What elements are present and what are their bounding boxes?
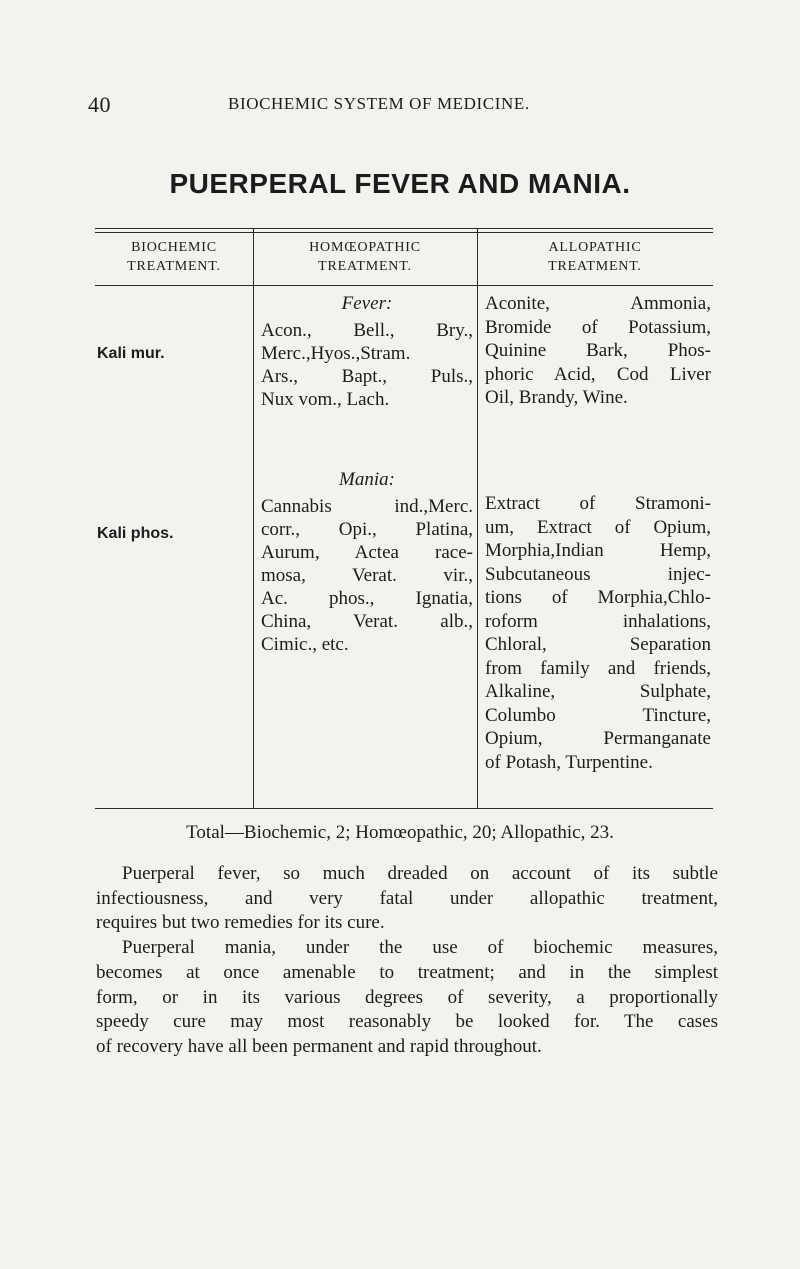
text-line: of recovery have all been permanent and rapid throughout. bbox=[96, 1035, 542, 1057]
running-title: BIOCHEMIC SYSTEM OF MEDICINE. bbox=[228, 94, 530, 113]
header-rule bbox=[95, 285, 253, 286]
column-header-line: ALLOPATHIC bbox=[548, 240, 642, 255]
homeopathic-line: Merc.,Hyos.,Stram. bbox=[261, 343, 411, 364]
column-divider bbox=[253, 228, 254, 808]
allopathic-line: Opium, Permanganate bbox=[485, 728, 711, 749]
paragraph bbox=[96, 936, 718, 1060]
section-title: PUERPERAL FEVER AND MANIA. bbox=[169, 168, 631, 199]
allopathic-line: Quinine Bark, Phos- bbox=[485, 340, 711, 361]
column-header-homeopathic bbox=[253, 238, 477, 276]
column-header-line: HOMŒOPATHIC bbox=[309, 240, 421, 255]
allopathic-line: um, Extract of Opium, bbox=[485, 516, 711, 538]
table-top-rule-double bbox=[95, 232, 713, 233]
biochemic-remedy: Kali mur. bbox=[97, 345, 165, 362]
homeopathic-cell-fever bbox=[261, 292, 473, 411]
biochemic-remedy: Kali phos. bbox=[97, 525, 174, 542]
column-header-allopathic bbox=[477, 238, 713, 276]
allopathic-line: Columbo Tincture, bbox=[485, 704, 711, 726]
allopathic-line: phoric Acid, Cod Liver bbox=[485, 363, 711, 385]
body-text bbox=[96, 862, 718, 1060]
homeopathic-line: mosa, Verat. vir., bbox=[261, 565, 473, 586]
text-line: speedy cure may most reasonably be looked for. The cases bbox=[96, 1011, 718, 1033]
homeopathic-line: Aurum, Actea race- bbox=[261, 542, 473, 563]
column-header-line: TREATMENT. bbox=[318, 259, 412, 274]
allopathic-line: Subcutaneous injec- bbox=[485, 563, 711, 585]
homeopathic-subheading: Fever: bbox=[341, 293, 393, 314]
homeopathic-line: Acon., Bell., Bry., bbox=[261, 320, 473, 341]
allopathic-line: Chloral, Separation bbox=[485, 634, 711, 655]
homeopathic-subheading: Mania: bbox=[339, 469, 395, 490]
homeopathic-line: Nux vom., Lach. bbox=[261, 389, 390, 410]
allopathic-line: tions of Morphia,Chlo- bbox=[485, 587, 711, 608]
column-header-line: TREATMENT. bbox=[548, 259, 642, 274]
treatment-table bbox=[95, 228, 717, 808]
header-rule bbox=[253, 285, 477, 286]
text-line: Puerperal mania, under the use of biochemic measures, bbox=[122, 937, 718, 959]
totals-line: Total—Biochemic, 2; Homœopathic, 20; Allopathic, 23. bbox=[186, 822, 614, 843]
allopathic-line: of Potash, Turpentine. bbox=[485, 751, 653, 773]
homeopathic-line: corr., Opi., Platina, bbox=[261, 519, 473, 540]
allopathic-line: Bromide of Potassium, bbox=[485, 316, 711, 338]
homeopathic-line: Cimic., etc. bbox=[261, 634, 349, 655]
paragraph bbox=[96, 862, 718, 936]
allopathic-line: Morphia,Indian Hemp, bbox=[485, 540, 711, 561]
allopathic-line: from family and friends, bbox=[485, 657, 711, 679]
text-line: form, or in its various degrees of severity, a proportionally bbox=[96, 986, 718, 1008]
allopathic-line: Aconite, Ammonia, bbox=[485, 293, 711, 314]
homeopathic-line: Ac. phos., Ignatia, bbox=[261, 588, 473, 609]
text-line: requires but two remedies for its cure. bbox=[96, 912, 385, 934]
allopathic-cell-fever bbox=[485, 292, 711, 410]
homeopathic-line: Cannabis ind.,Merc. bbox=[261, 496, 473, 517]
column-header-line: BIOCHEMIC bbox=[131, 240, 217, 255]
allopathic-line: roform inhalations, bbox=[485, 610, 711, 632]
allopathic-line: Oil, Brandy, Wine. bbox=[485, 387, 628, 408]
allopathic-cell-mania bbox=[485, 492, 711, 774]
homeopathic-line: China, Verat. alb., bbox=[261, 611, 473, 632]
text-line: infectiousness, and very fatal under allopathic treatment, bbox=[96, 887, 718, 909]
column-header-biochemic bbox=[95, 238, 253, 276]
table-top-rule bbox=[95, 228, 713, 229]
column-header-line: TREATMENT. bbox=[127, 259, 221, 274]
homeopathic-line: Ars., Bapt., Puls., bbox=[261, 366, 473, 387]
text-line: Puerperal fever, so much dreaded on account of its subtle bbox=[122, 863, 718, 884]
table-bottom-rule bbox=[95, 808, 713, 809]
homeopathic-cell-mania bbox=[261, 468, 473, 656]
page-number: 40 bbox=[88, 92, 111, 117]
allopathic-line: Alkaline, Sulphate, bbox=[485, 681, 711, 702]
text-line: becomes at once amenable to treatment; and in the simplest bbox=[96, 961, 718, 983]
header-rule bbox=[477, 285, 713, 286]
column-divider bbox=[477, 228, 478, 808]
allopathic-line: Extract of Stramoni- bbox=[485, 493, 711, 514]
